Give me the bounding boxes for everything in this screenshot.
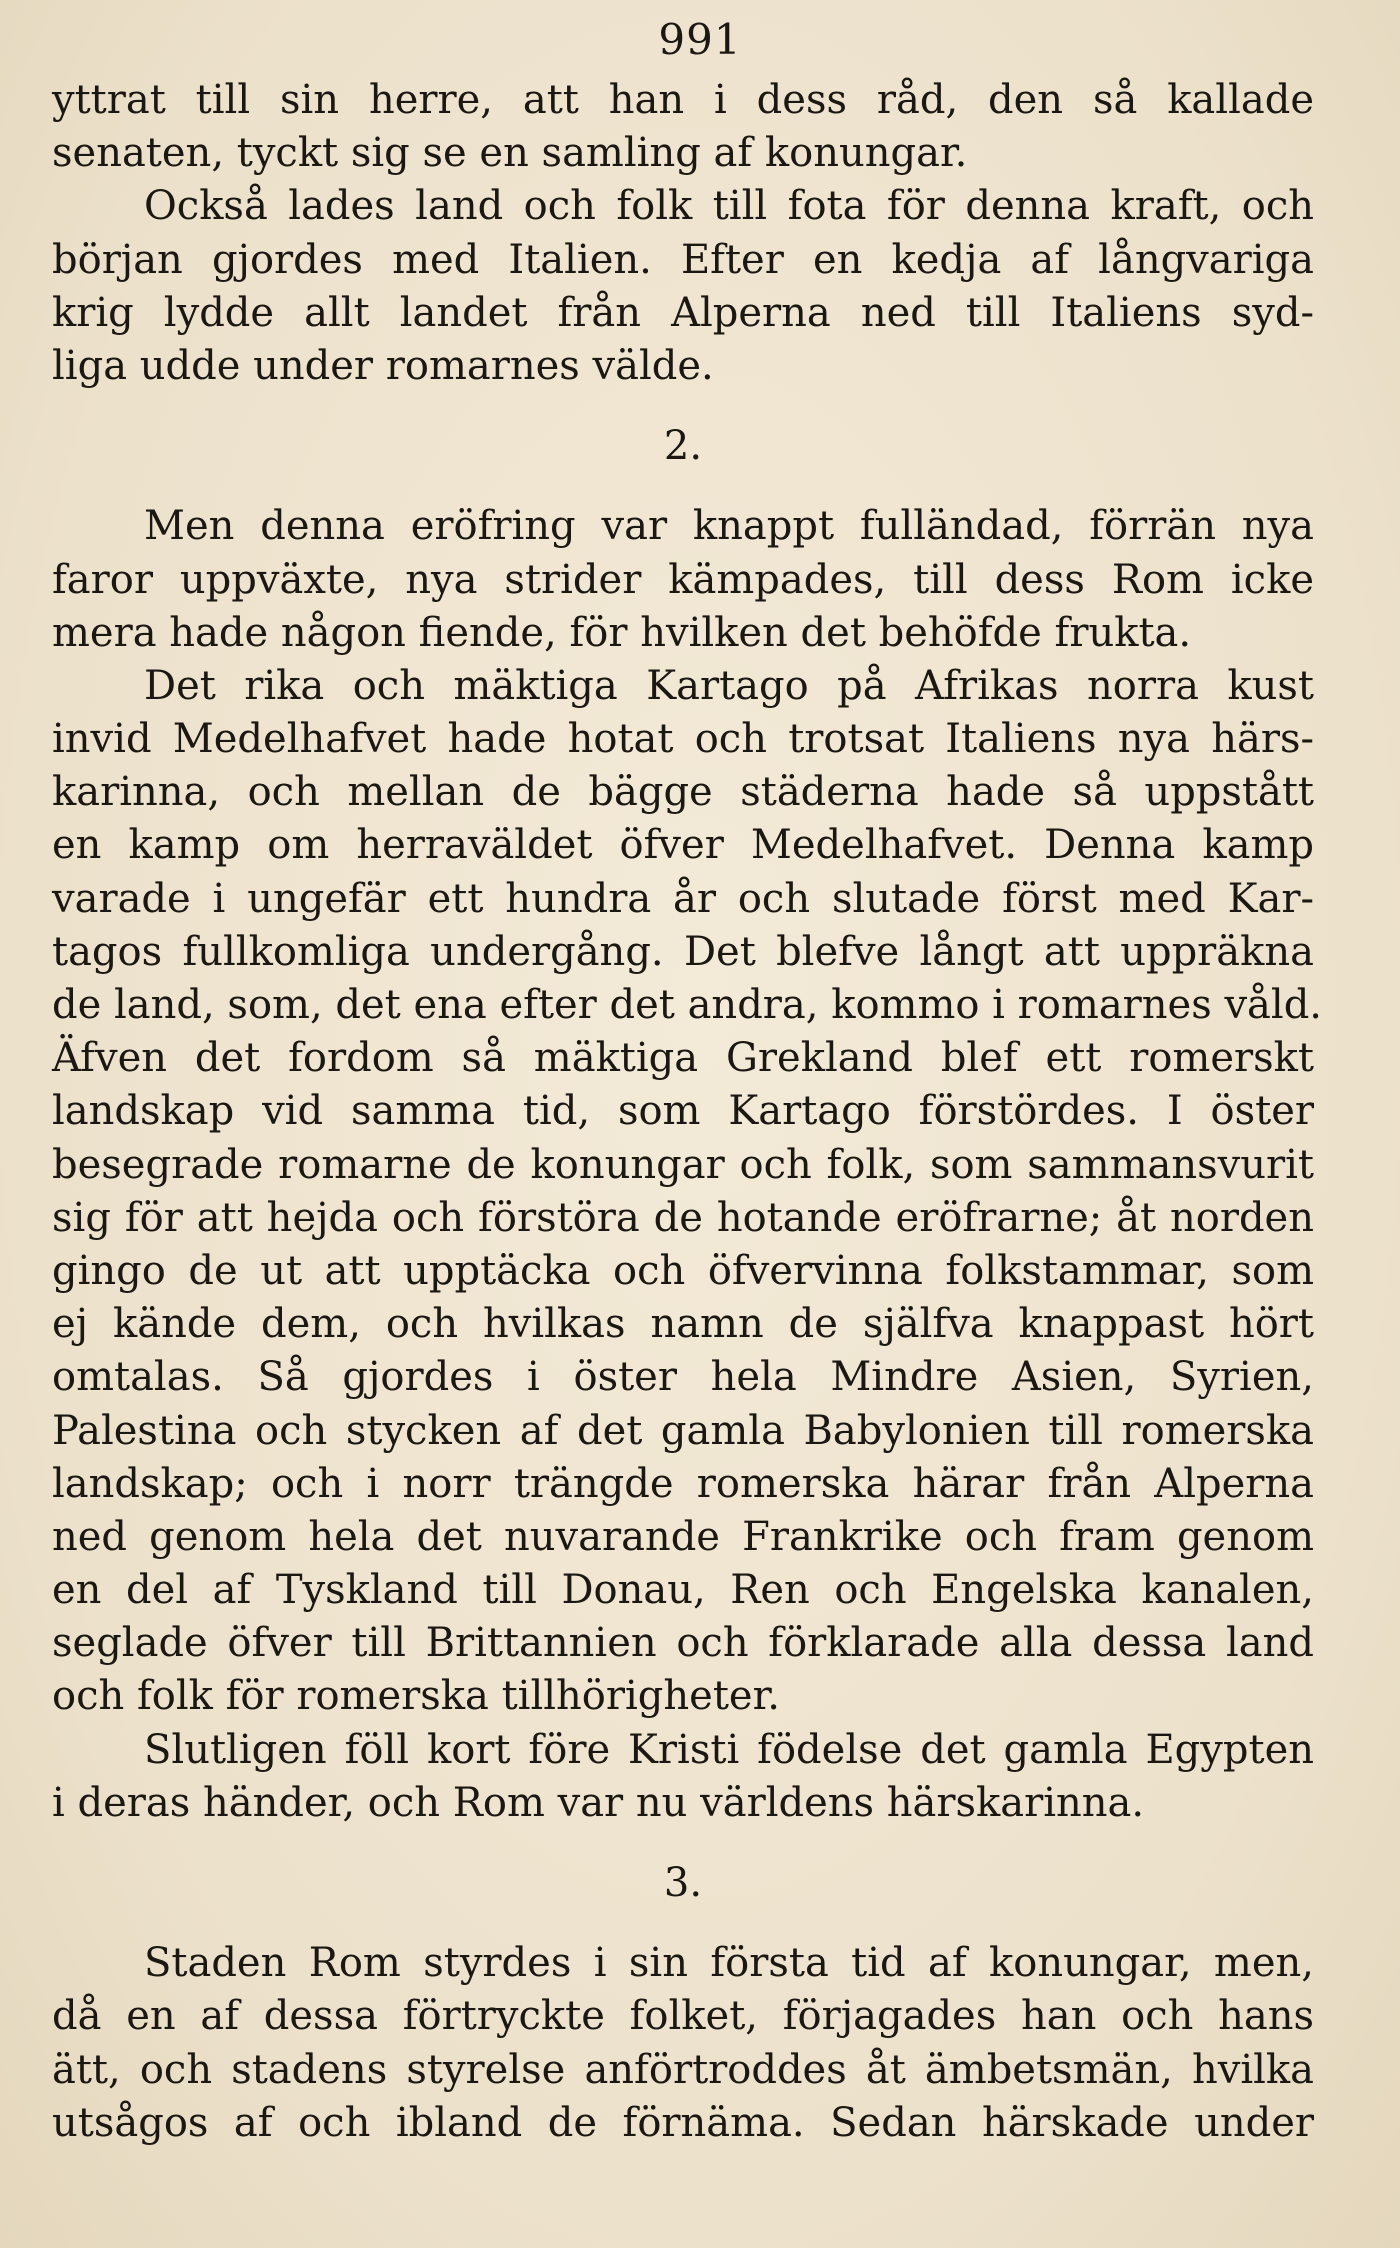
text-line: karinna, och mellan de bägge städerna hade så uppstått xyxy=(52,769,1314,816)
text-line: omtalas. Så gjordes i öster hela Mindre Asien, Syrien, xyxy=(52,1354,1314,1401)
text-line: ätt, och stadens styrelse anförtroddes åt ämbetsmän, hvilka xyxy=(52,2046,1314,2093)
text-line: början gjordes med Italien. Efter en kedja af långvariga xyxy=(52,236,1314,283)
text-line: faror uppväxte, nya strider kämpades, till dess Rom icke xyxy=(52,556,1314,603)
page-number: 991 xyxy=(658,15,742,64)
text-line: yttrat till sin herre, att han i dess råd, den så kallade xyxy=(52,77,1314,123)
section-gap xyxy=(52,393,1314,420)
text-line: Staden Rom styrdes i sin första tid af konungar, men, xyxy=(144,1940,1314,1987)
text-line: Slutligen föll kort före Kristi födelse det gamla Egypten xyxy=(144,1726,1314,1773)
text-line: landskap vid samma tid, som Kartago förstördes. I öster xyxy=(52,1088,1314,1135)
text-line: mera hade någon fiende, för hvilken det behöfde frukta. xyxy=(52,609,1192,656)
text-line: Det rika och mäktiga Kartago på Afrikas norra kust xyxy=(144,662,1314,709)
section-number: 3. xyxy=(663,1860,703,1906)
text-line: i deras händer, och Rom var nu världens härskarinna. xyxy=(52,1779,1145,1826)
text-line: en kamp om herraväldet öfver Medelhafvet. Denna kamp xyxy=(52,822,1314,869)
text-line: tagos fullkomliga undergång. Det blefve långt att uppräkna xyxy=(52,928,1314,975)
text-line: besegrade romarne de konungar och folk, som sammansvurit xyxy=(52,1141,1314,1188)
text-line: invid Medelhafvet hade hotat och trotsat Italiens nya härs- xyxy=(52,716,1314,763)
text-line: Också lades land och folk till fota för denna kraft, och xyxy=(144,183,1314,230)
text-line: senaten, tyckt sig se en samling af konungar. xyxy=(52,130,968,177)
text-line: gingo de ut att upptäcka och öfvervinna folkstammar, som xyxy=(52,1247,1314,1294)
section-number: 2. xyxy=(663,423,703,470)
text-line: ned genom hela det nuvarande Frankrike och fram genom xyxy=(52,1513,1314,1560)
text-line: krig lydde allt landet från Alperna ned till Italiens syd- xyxy=(52,289,1314,336)
text-line: utsågos af och ibland de förnäma. Sedan härskade under xyxy=(52,2099,1314,2146)
text-line: Äfven det fordom så mäktiga Grekland blef ett romerskt xyxy=(52,1035,1314,1082)
text-line: de land, som, det ena efter det andra, kommo i romarnes våld. xyxy=(52,982,1323,1028)
section-gap xyxy=(52,1830,1314,1857)
text-line: liga udde under romarnes välde. xyxy=(52,342,714,389)
body-text xyxy=(52,74,1323,2150)
text-line: Men denna eröfring var knappt fulländad, förrän nya xyxy=(144,503,1314,550)
text-line: en del af Tyskland till Donau, Ren och Engelska kanalen, xyxy=(52,1567,1314,1614)
text-line: då en af dessa förtryckte folket, förjagades han och hans xyxy=(52,1993,1314,2040)
section-gap xyxy=(52,473,1314,500)
text-line: seglade öfver till Brittannien och förklarade alla dessa land xyxy=(52,1620,1314,1667)
text-line: Palestina och stycken af det gamla Babylonien till romerska xyxy=(52,1407,1314,1454)
section-gap xyxy=(52,1910,1314,1937)
text-line: ej kände dem, och hvilkas namn de själfva knappast hört xyxy=(52,1301,1314,1348)
text-line: varade i ungefär ett hundra år och slutade först med Kar- xyxy=(52,875,1314,922)
text-line: sig för att hejda och förstöra de hotande eröfrarne; åt norden xyxy=(52,1194,1314,1241)
text-line: landskap; och i norr trängde romerska härar från Alperna xyxy=(52,1460,1314,1507)
text-line: och folk för romerska tillhörigheter. xyxy=(52,1673,781,1720)
